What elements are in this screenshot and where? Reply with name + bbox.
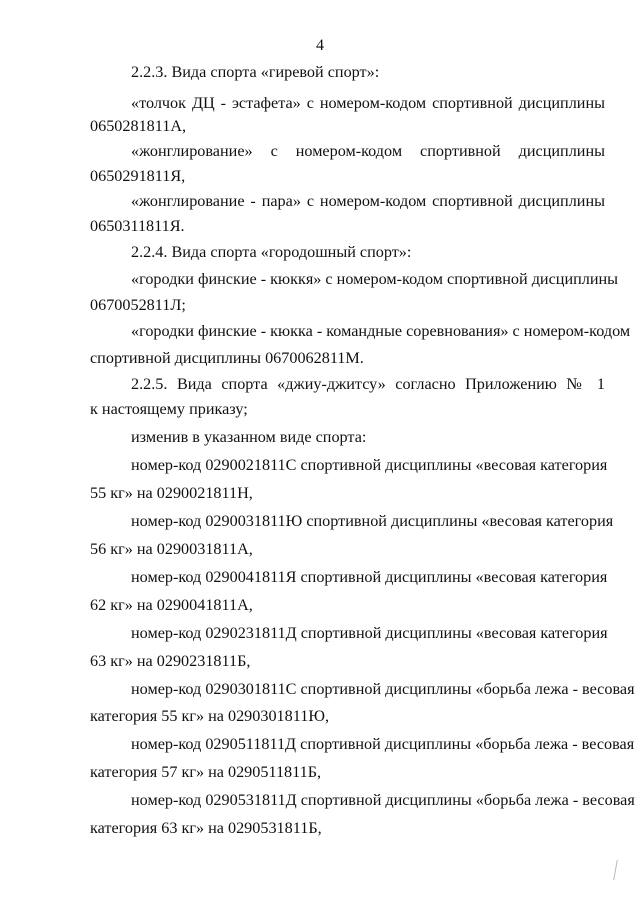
paragraph-line: категория 57 кг» на 0290511811Б, <box>90 763 322 781</box>
paragraph-line: категория 63 кг» на 0290531811Б, <box>90 819 322 837</box>
paragraph-line: спортивной дисциплины 0670062811М. <box>90 349 364 367</box>
paragraph-line: номер-код 0290031811Ю спортивной дисциплины «весовая категория <box>131 512 614 530</box>
paragraph-line: 2.2.3. Вида спорта «гиревой спорт»: <box>131 63 380 81</box>
paragraph-line: к настоящему приказу; <box>90 400 248 418</box>
page-number: 4 <box>316 37 324 54</box>
paragraph-line: номер-код 0290021811С спортивной дисциплины «весовая категория <box>131 456 608 474</box>
paragraph-line: номер-код 0290231811Д спортивной дисциплины «весовая категория <box>131 624 608 642</box>
paragraph-line: 0670052811Л; <box>90 296 186 314</box>
paragraph-line: «городки финские - кюкка - командные соревнования» с номером-кодом <box>131 322 631 340</box>
paragraph-line: 56 кг» на 0290031811А, <box>90 540 253 558</box>
paragraph-line: «жонглирование» с номером-кодом спортивной дисциплины <box>131 142 605 160</box>
paragraph-line: 62 кг» на 0290041811А, <box>90 596 253 614</box>
paragraph-line: категория 55 кг» на 0290301811Ю, <box>90 707 330 725</box>
paragraph-line: номер-код 0290041811Я спортивной дисциплины «весовая категория <box>131 568 608 586</box>
paragraph-line: «жонглирование - пара» с номером-кодом спортивной дисциплины <box>131 192 605 210</box>
paragraph-line: номер-код 0290531811Д спортивной дисциплины «борьба лежа - весовая <box>131 791 635 809</box>
paragraph-line: 2.2.4. Вида спорта «городошный спорт»: <box>131 243 412 261</box>
paragraph-line: «толчок ДЦ - эстафета» с номером-кодом спортивной дисциплины <box>131 94 605 112</box>
paragraph-line: 0650311811Я. <box>90 217 185 235</box>
paragraph-line: номер-код 0290301811С спортивной дисциплины «борьба лежа - весовая <box>131 680 635 698</box>
paragraph-line: 63 кг» на 0290231811Б, <box>90 652 251 670</box>
paragraph-line: 2.2.5. Вида спорта «джиу-джитсу» согласно Приложению № 1 <box>131 375 605 393</box>
paragraph-line: 0650281811А, <box>90 117 187 135</box>
paragraph-line: «городки финские - кюккя» с номером-кодом спортивной дисциплины <box>131 270 619 288</box>
paragraph-line: 0650291811Я, <box>90 167 186 185</box>
scan-mark <box>613 860 622 880</box>
paragraph-line: изменив в указанном виде спорта: <box>131 428 367 446</box>
paragraph-line: 55 кг» на 0290021811Н, <box>90 484 253 502</box>
paragraph-line: номер-код 0290511811Д спортивной дисциплины «борьба лежа - весовая <box>131 735 635 753</box>
